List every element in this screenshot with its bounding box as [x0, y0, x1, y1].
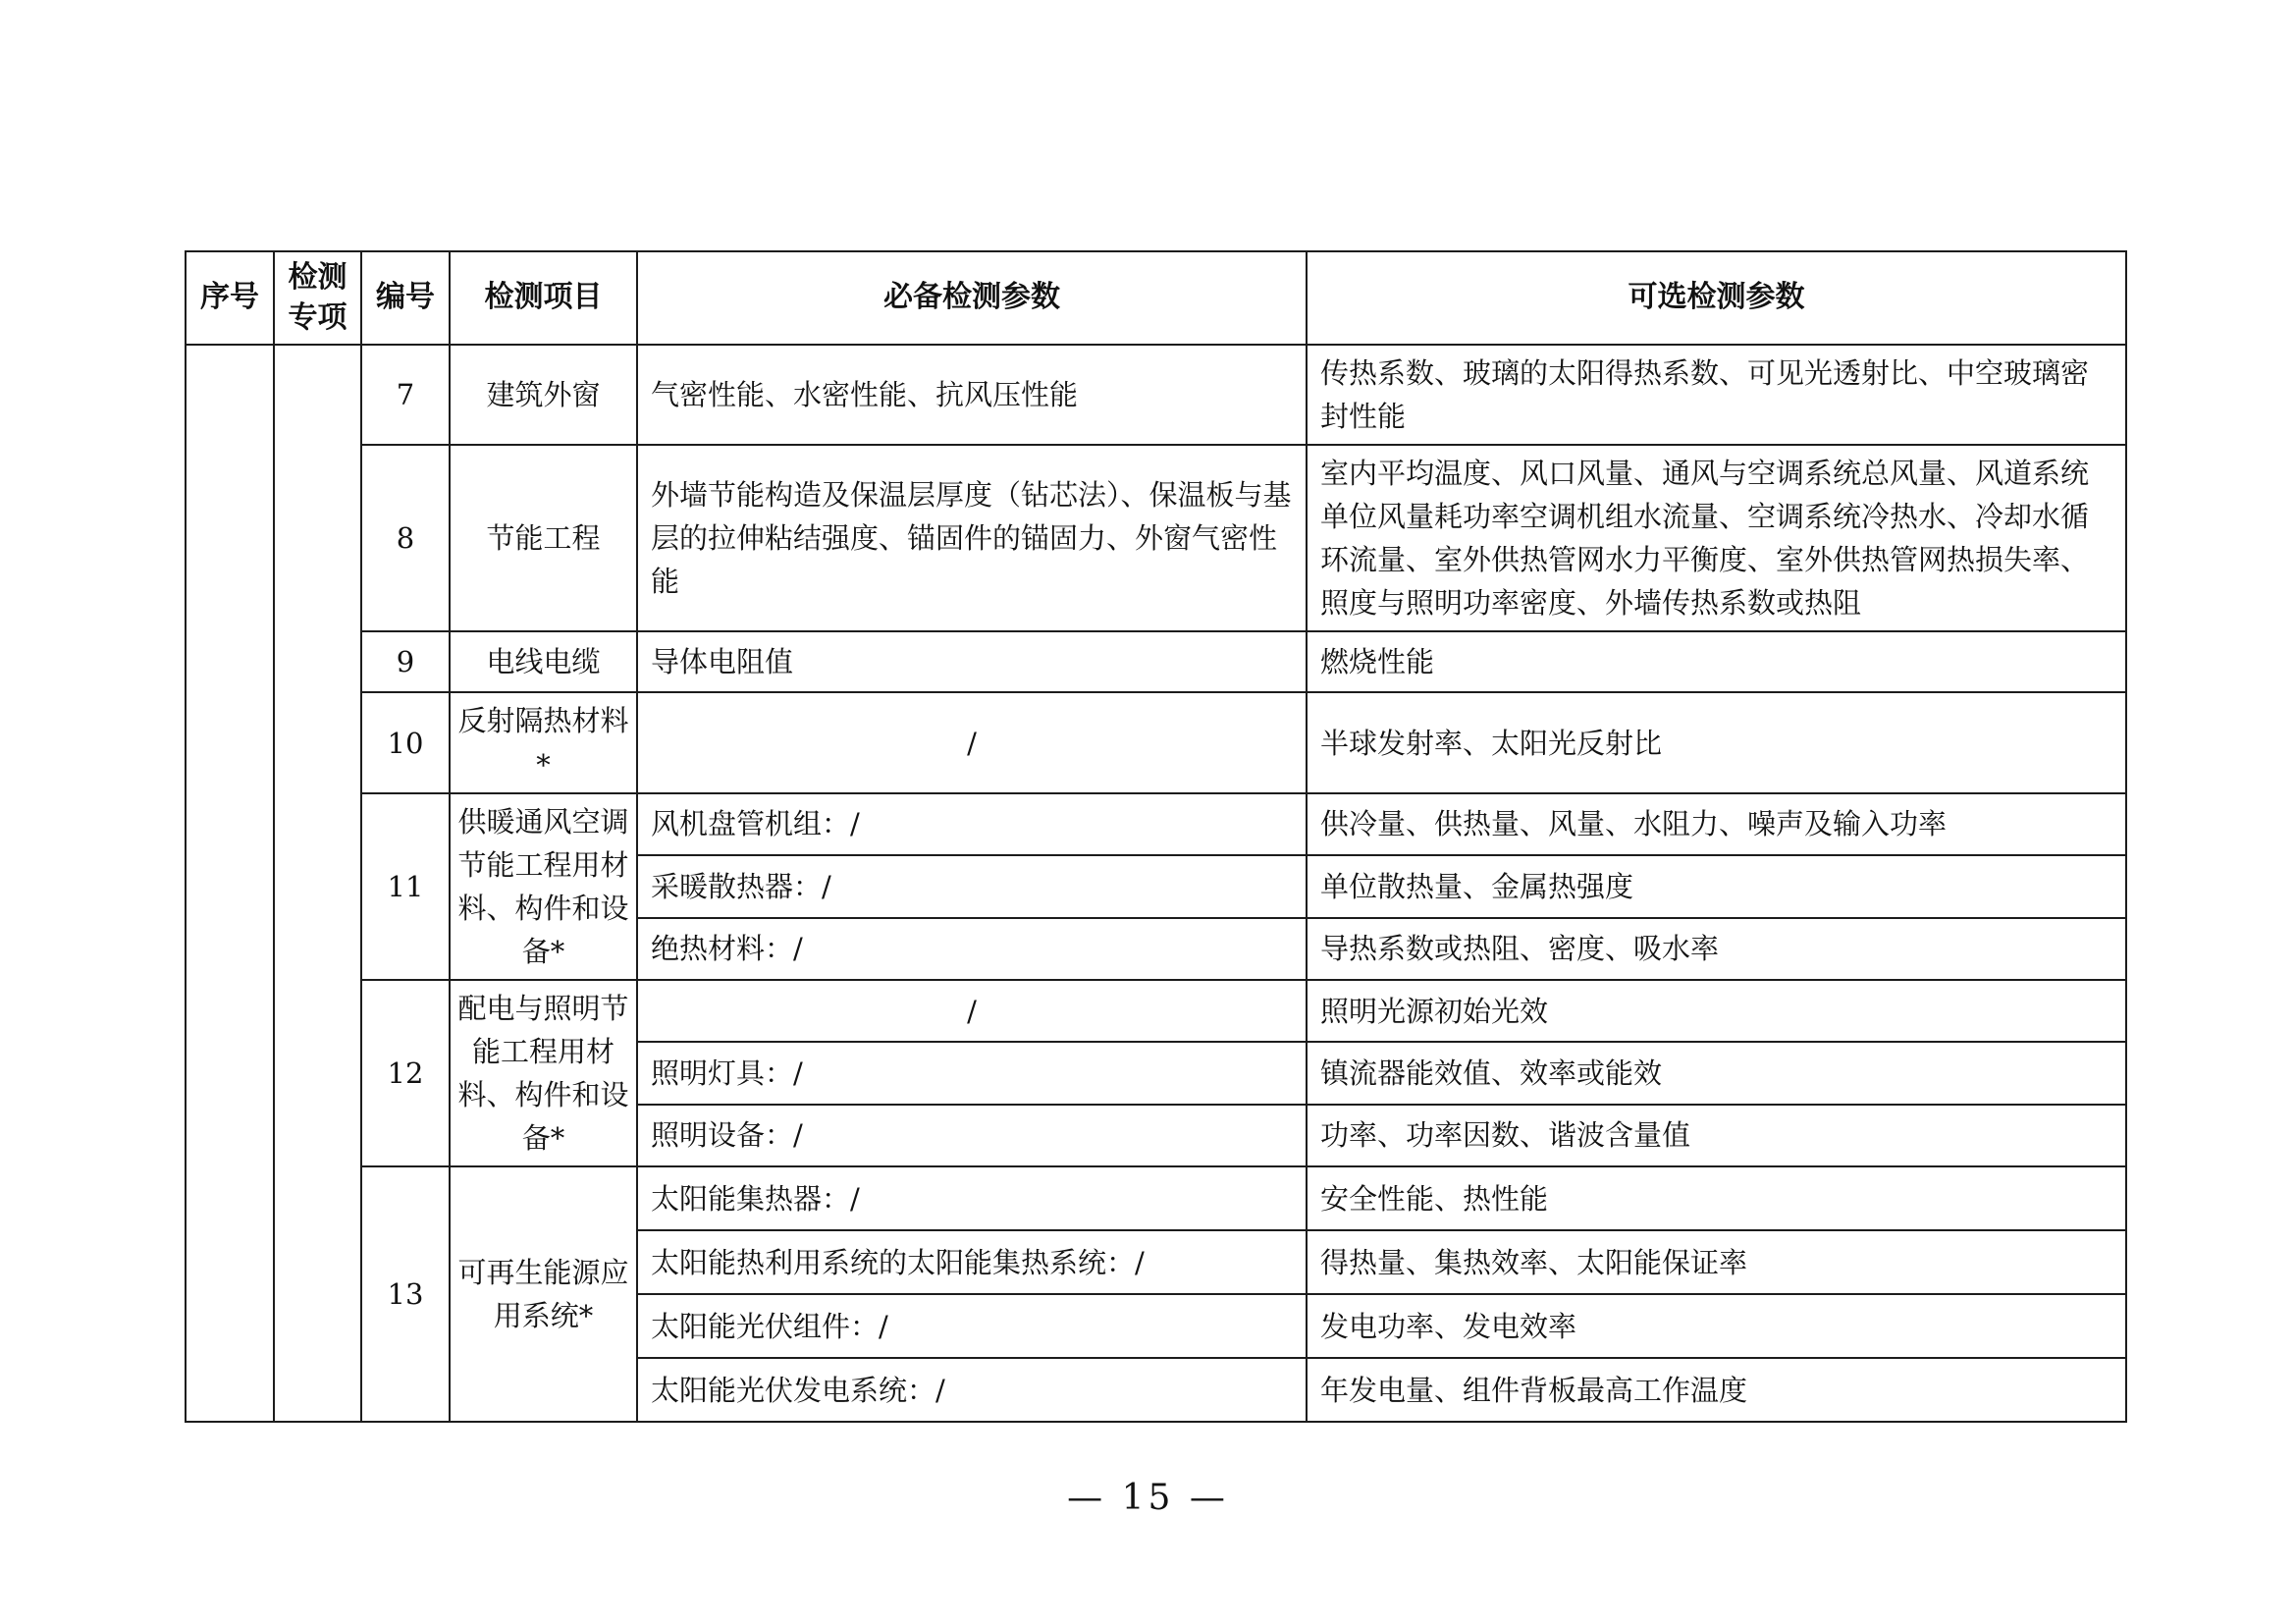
- optional-params-cell: 半球发射率、太阳光反射比: [1307, 692, 2126, 792]
- header-required-params: 必备检测参数: [637, 251, 1307, 345]
- optional-params-cell: 发电功率、发电效率: [1307, 1294, 2126, 1358]
- optional-params-cell: 室内平均温度、风口风量、通风与空调系统总风量、风道系统单位风量耗功率空调机组水流量、空调系统冷热水、冷却水循环流量、室外供热管网水力平衡度、室外供热管网热损失率、照度与照明功率密度、外墙传热系数或热阻: [1307, 445, 2126, 631]
- table-row: [186, 793, 2126, 855]
- header-item: 检测项目: [450, 251, 637, 345]
- row-item: 供暖通风空调节能工程用材料、构件和设备*: [450, 793, 637, 980]
- serial-column-cell: [186, 345, 274, 1422]
- optional-params-cell: 年发电量、组件背板最高工作温度: [1307, 1358, 2126, 1422]
- row-item: 反射隔热材料*: [450, 692, 637, 792]
- header-optional-params: 可选检测参数: [1307, 251, 2126, 345]
- header-number: 编号: [361, 251, 450, 345]
- required-params-cell: 照明灯具：/: [637, 1042, 1307, 1104]
- special-column-cell: [274, 345, 361, 1422]
- table-row: [186, 980, 2126, 1042]
- row-number: 8: [361, 445, 450, 631]
- row-item: 配电与照明节能工程用材料、构件和设备*: [450, 980, 637, 1166]
- row-number: 7: [361, 345, 450, 445]
- required-params-cell: 气密性能、水密性能、抗风压性能: [637, 345, 1307, 445]
- optional-params-cell: 燃烧性能: [1307, 631, 2126, 692]
- table-row: [186, 692, 2126, 792]
- table-row: [186, 445, 2126, 631]
- table-row: [186, 345, 2126, 445]
- row-number: 11: [361, 793, 450, 980]
- optional-params-cell: 单位散热量、金属热强度: [1307, 855, 2126, 917]
- header-special: 检测专项: [274, 251, 361, 345]
- row-item: 建筑外窗: [450, 345, 637, 445]
- required-params-cell: 风机盘管机组：/: [637, 793, 1307, 855]
- row-number: 12: [361, 980, 450, 1166]
- required-params-cell: 导体电阻值: [637, 631, 1307, 692]
- optional-params-cell: 传热系数、玻璃的太阳得热系数、可见光透射比、中空玻璃密封性能: [1307, 345, 2126, 445]
- required-params-cell: 太阳能光伏发电系统：/: [637, 1358, 1307, 1422]
- required-params-cell: 太阳能热利用系统的太阳能集热系统：/: [637, 1230, 1307, 1294]
- page-number: — 15 —: [1067, 1478, 1229, 1518]
- required-params-cell: 太阳能集热器：/: [637, 1166, 1307, 1230]
- optional-params-cell: 照明光源初始光效: [1307, 980, 2126, 1042]
- optional-params-cell: 导热系数或热阻、密度、吸水率: [1307, 918, 2126, 980]
- required-params-cell: 外墙节能构造及保温层厚度（钻芯法）、保温板与基层的拉伸粘结强度、锚固件的锚固力、外窗气密性能: [637, 445, 1307, 631]
- required-params-cell: /: [637, 980, 1307, 1042]
- row-number: 10: [361, 692, 450, 792]
- row-number: 9: [361, 631, 450, 692]
- optional-params-cell: 得热量、集热效率、太阳能保证率: [1307, 1230, 2126, 1294]
- optional-params-cell: 供冷量、供热量、风量、水阻力、噪声及输入功率: [1307, 793, 2126, 855]
- row-number: 13: [361, 1166, 450, 1422]
- optional-params-cell: 功率、功率因数、谐波含量值: [1307, 1105, 2126, 1166]
- required-params-cell: 采暖散热器：/: [637, 855, 1307, 917]
- detection-parameters-table: [185, 250, 2127, 1423]
- table-row: [186, 1166, 2126, 1230]
- required-params-cell: 太阳能光伏组件：/: [637, 1294, 1307, 1358]
- header-serial: 序号: [186, 251, 274, 345]
- optional-params-cell: 安全性能、热性能: [1307, 1166, 2126, 1230]
- required-params-cell: 照明设备：/: [637, 1105, 1307, 1166]
- row-item: 电线电缆: [450, 631, 637, 692]
- required-params-cell: 绝热材料：/: [637, 918, 1307, 980]
- optional-params-cell: 镇流器能效值、效率或能效: [1307, 1042, 2126, 1104]
- table-header-row: [186, 251, 2126, 345]
- required-params-cell: /: [637, 692, 1307, 792]
- table-row: [186, 631, 2126, 692]
- row-item: 可再生能源应用系统*: [450, 1166, 637, 1422]
- row-item: 节能工程: [450, 445, 637, 631]
